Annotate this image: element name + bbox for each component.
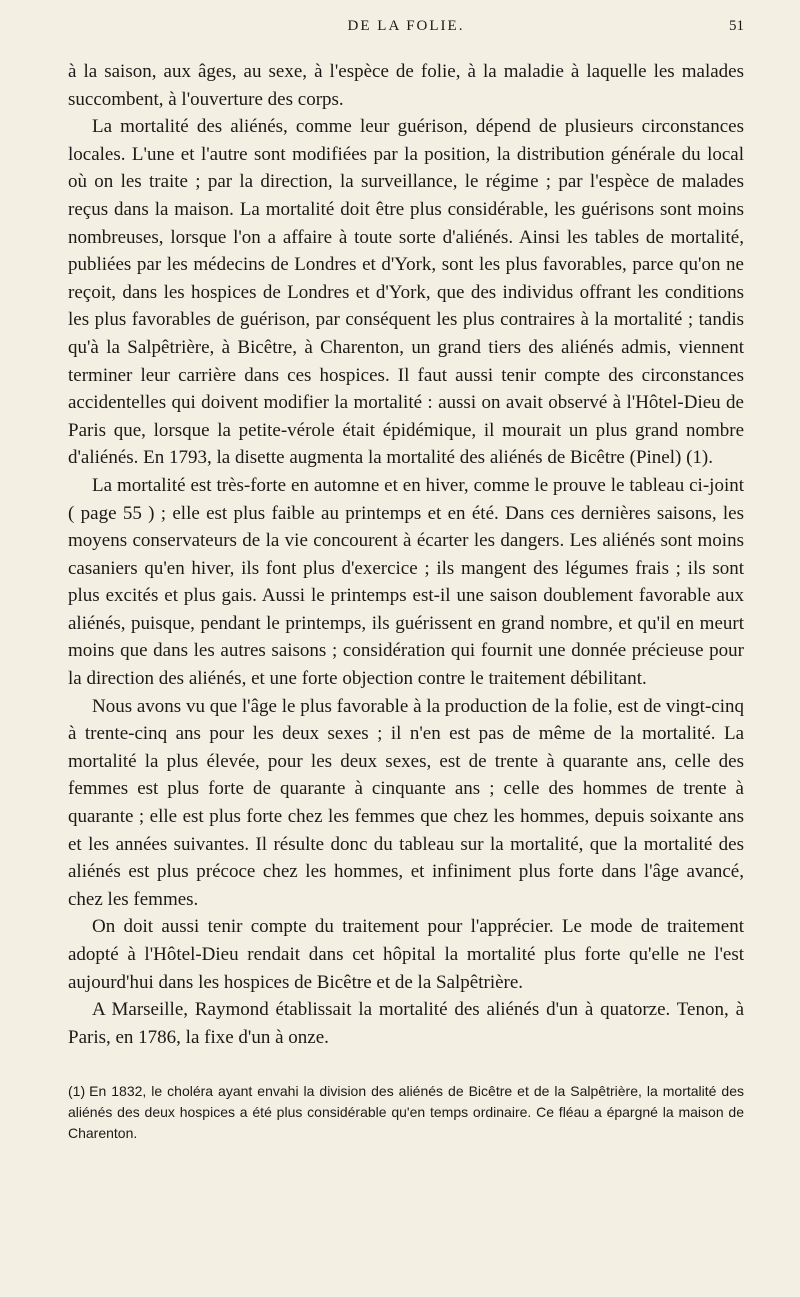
running-head: DE LA FOLIE. (347, 18, 465, 34)
paragraph: A Marseille, Raymond établissait la mortalité des aliénés d'un à quatorze. Tenon, à Paris, en 1786, la fixe d'un à onze. (68, 999, 744, 1048)
footnote (68, 1081, 744, 1144)
body-text (68, 58, 744, 1051)
footnote-text: En 1832, le choléra ayant envahi la division des aliénés de Bicêtre et de la Salpêtrière, la mortalité des aliénés des deux hospices a été plus considérable qu'en temps ordinaire. Ce fléau a épargné la maison de Charenton. (68, 1083, 744, 1142)
page-header (68, 0, 744, 58)
paragraph: La mortalité est très-forte en automne et en hiver, comme le prouve le tableau ci-joint ( page 55 ) ; elle est plus faible au printemps et en été. Dans ces dernières saisons, les moyens conservateurs de la vie concourent à écarter les dangers. Les aliénés sont moins casaniers qu'en hiver, ils font plus d'exercice ; ils mangent des légumes frais ; ils sont plus excités et plus gais. Aussi le printemps est-il une saison doublement favorable aux aliénés, puisque, pendant le printemps, ils guérissent en grand nombre, et qu'il en meurt moins que dans les autres saisons ; considération qui fournit une donnée précieuse pour la direction des aliénés, et une forte objection contre le traitement débilitant. (68, 474, 744, 690)
page-number: 51 (729, 18, 744, 34)
footnote-marker: (1) (68, 1083, 86, 1100)
paragraph: On doit aussi tenir compte du traitement pour l'apprécier. Le mode de traitement adopté à l'Hôtel-Dieu rendait dans cet hôpital la mortalité plus forte qu'elle ne l'est aujourd'hui dans les hospices de Bicêtre et de la Salpêtrière. (68, 916, 744, 993)
paragraph-continuation: à la saison, aux âges, au sexe, à l'espèce de folie, à la maladie à laquelle les malades succombent, à l'ouverture des corps. (68, 61, 744, 110)
paragraph: Nous avons vu que l'âge le plus favorable à la production de la folie, est de vingt-cinq à trente-cinq ans pour les deux sexes ; il n'en est pas de même de la mortalité. La mortalité la plus élevée, pour les deux sexes, est de trente à quarante ans, celle des femmes est plus forte de quarante à cinquante ans ; celle des hommes de trente à quarante ; elle est plus forte chez les femmes que chez les hommes, depuis soixante ans et les années suivantes. Il résulte donc du tableau sur la mortalité, que la mortalité des aliénés est plus précoce chez les hommes, et infiniment plus forte dans l'âge avancé, chez les femmes. (68, 695, 744, 910)
paragraph: La mortalité des aliénés, comme leur guérison, dépend de plusieurs circonstances locales. L'une et l'autre sont modifiées par la position, la distribution générale du local où on les traite ; par la direction, la surveillance, le régime ; par l'espèce de malades reçus dans la maison. La mortalité doit être plus considérable, les guérisons sont moins nombreuses, lorsque l'on a affaire à toute sorte d'aliénés. Ainsi les tables de mortalité, publiées par les médecins de Londres et d'York, sont les plus favorables, parce qu'on ne reçoit, dans les hospices de Londres et d'York, que des individus offrant les conditions les plus favorables de guérison, par conséquent les plus contraires à la mortalité ; tandis qu'à la Salpêtrière, à Bicêtre, à Charenton, un grand tiers des aliénés admis, viennent terminer leur carrière dans ces hospices. Il faut aussi tenir compte des circonstances accidentelles qui doivent modifier la mortalité : aussi on avait observé à l'Hôtel-Dieu de Paris que, lorsque la petite-vérole était épidémique, il mourait un plus grand nombre d'aliénés. En 1793, la disette augmenta la mortalité des aliénés de Bicêtre (Pinel) (1). (68, 116, 744, 469)
